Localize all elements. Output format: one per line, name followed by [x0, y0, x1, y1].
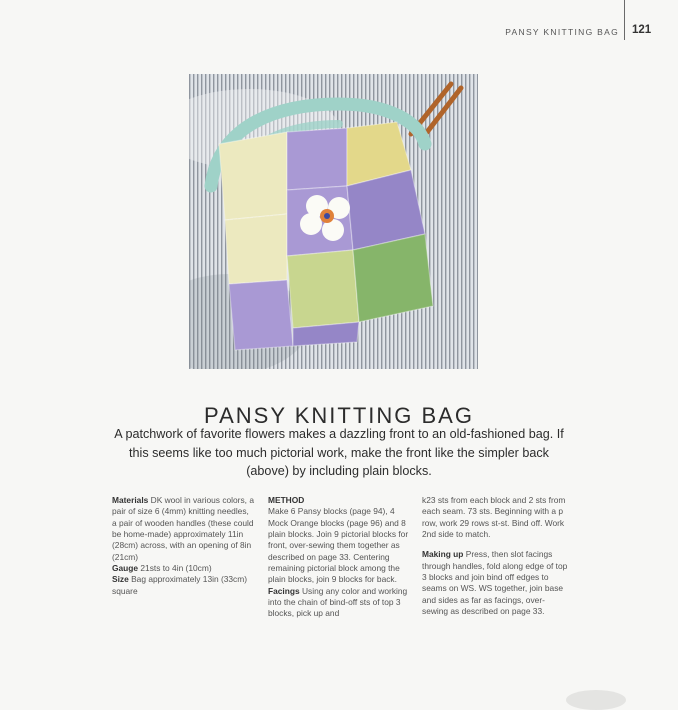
gauge-label: Gauge	[112, 563, 139, 574]
method-text: Make 6 Pansy blocks (page 94), 4 Mock Orange blocks (page 96) and 8 plain blocks. Join 9 pictorial blocks for front, over-sewing them together as described on page 33. Centering remaining pictorial block among the plain blocks, join 9 blocks for back.	[268, 506, 409, 585]
block-lime-bottom-center	[287, 250, 359, 328]
materials-paragraph	[112, 495, 254, 563]
method-heading: METHOD	[268, 495, 305, 505]
block-cream-top-left	[219, 132, 287, 220]
size-paragraph	[112, 574, 254, 597]
header-rule	[624, 0, 625, 40]
gauge-text: 21sts to 4in (10cm)	[140, 563, 212, 574]
intro-paragraph: A patchwork of favorite flowers makes a dazzling front to an old-fashioned bag. If this seems like too much pictorial work, make the front like the simpler back (above) by including plain blocks.	[114, 427, 564, 478]
page-number: 121	[632, 24, 652, 36]
size-label: Size	[112, 574, 129, 585]
text-column-1	[112, 495, 254, 597]
block-green-bottom-right	[353, 234, 433, 322]
size-text: Bag approximately 13in (33cm) square	[112, 574, 248, 596]
making-up-text: Press, then slot facings through handles, fold along edge of top 3 blocks and join bind off edges to seams on WS. WS together, join base and sides as far as facings, over-sewing as described on page 33.	[422, 549, 568, 617]
article-title: PANSY KNITTING BAG	[204, 402, 474, 428]
making-up-paragraph	[422, 549, 570, 617]
block-cream-middle-left	[225, 214, 287, 284]
facings-text: Using any color and working into the chain of bind-off sts of top 3 blocks, pick up and	[268, 585, 408, 619]
facings-label: Facings	[268, 585, 300, 596]
paragraph-gap	[422, 540, 570, 549]
running-title: PANSY KNITTING BAG	[505, 27, 619, 37]
page-corner-shadow	[566, 690, 626, 710]
block-lilac-bottom-left	[229, 280, 293, 350]
bag-photo	[189, 74, 478, 369]
facings-continued-text: k23 sts from each block and 2 sts from each seam. 73 sts. Beginning with a p row, work 29 rows st-st. Bind off. Work 2nd side to match.	[422, 495, 566, 540]
text-column-3	[422, 495, 570, 617]
pansy-flower-motif	[300, 195, 350, 241]
block-lilac-top-center	[287, 128, 347, 190]
materials-label: Materials	[112, 495, 149, 505]
bag-illustration	[189, 74, 478, 369]
facings-paragraph	[268, 586, 410, 620]
making-up-label: Making up	[422, 549, 464, 560]
gauge-paragraph	[112, 563, 254, 574]
materials-text: DK wool in various colors, a pair of size 6 (4mm) knitting needles, a pair of wooden handles (these could be home-made) approximately 11in (28cm) across, with an opening of 8in (21cm)	[112, 495, 254, 562]
text-column-2	[268, 495, 410, 620]
